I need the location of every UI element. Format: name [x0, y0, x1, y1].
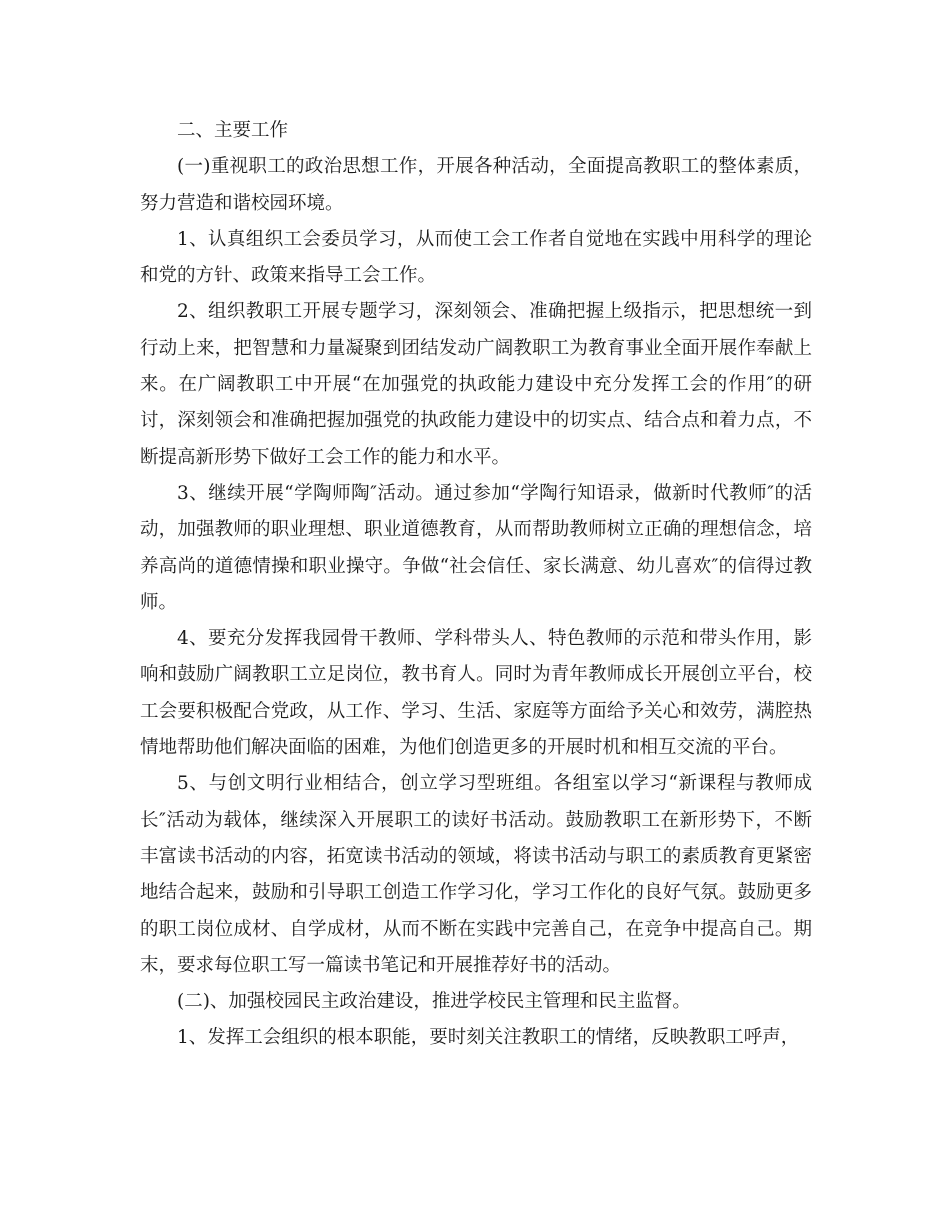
section-heading: 二、主要工作: [177, 120, 289, 141]
document-body: [140, 113, 812, 1057]
paragraph-item-2: 2、组织教职工开展专题学习，深刻领会、准确把握上级指示，把思想统一到行动上来，把智慧和力量凝聚到团结发动广阔教职工为教育事业全面开展作奉献上来。在广阔教职工中开展“在加强党的执政能力建设中充分发挥工会的作用″的研讨，深刻领会和准确把握加强党的执政能力建设中的切实点、结合点和着力点，不断提高新形势下做好工会工作的能力和水平。: [140, 301, 812, 468]
subsection-heading-1: (一)重视职工的政治思想工作，开展各种活动，全面提高教职工的整体素质，努力营造和谐校园环境。: [140, 156, 812, 214]
paragraph-item-1: 1、认真组织工会委员学习，从而使工会工作者自觉地在实践中用科学的理论和党的方针、政策来指导工会工作。: [140, 228, 812, 287]
paragraph-item-5: 5、与创文明行业相结合，创立学习型班组。各组室以学习“新课程与教师成长″活动为载体，继续深入开展职工的读好书活动。鼓励教职工在新形势下，不断丰富读书活动的内容，拓宽读书活动的领域，将读书活动与职工的素质教育更紧密地结合起来，鼓励和引导职工创造工作学习化，学习工作化的良好气氛。鼓励更多的职工岗位成材、自学成材，从而不断在实践中完善自己，在竞争中提高自己。期末，要求每位职工写一篇读书笔记和开展推荐好书的活动。: [140, 773, 812, 976]
paragraph-item-6: 1、发挥工会组织的根本职能，要时刻关注教职工的情绪，反映教职工呼声，: [177, 1027, 800, 1049]
subsection-heading-2: (二)、加强校园民主政治建设，推进学校民主管理和民主监督。: [177, 991, 691, 1013]
paragraph-item-3: 3、继续开展“学陶师陶″活动。通过参加“学陶行知语录，做新时代教师″的活动，加强教师的职业理想、职业道德教育，从而帮助教师树立正确的理想信念，培养高尚的道德情操和职业操守。争做“社会信任、家长满意、幼儿喜欢″的信得过教师。: [140, 482, 812, 613]
paragraph-item-4: 4、要充分发挥我园骨干教师、学科带头人、特色教师的示范和带头作用，影响和鼓励广阔教职工立足岗位，教书育人。同时为青年教师成长开展创立平台，校工会要积极配合党政，从工作、学习、生活、家庭等方面给予关心和效劳，满腔热情地帮助他们解决面临的困难，为他们创造更多的开展时机和相互交流的平台。: [140, 628, 812, 759]
